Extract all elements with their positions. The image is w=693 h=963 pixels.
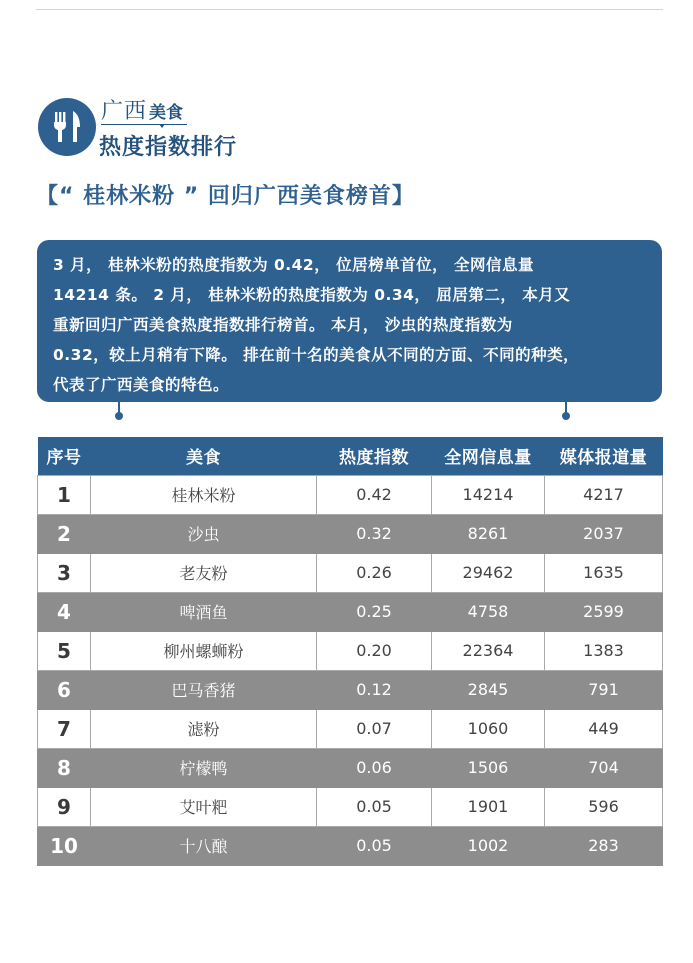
info-cell: 1060: [432, 709, 545, 748]
media-cell: 283: [545, 826, 663, 865]
summary-box: [37, 240, 662, 402]
rank-cell: 3: [38, 553, 91, 592]
table-row: [38, 670, 663, 709]
food-cell: 沙虫: [91, 514, 317, 553]
food-cell: 桂林米粉: [91, 475, 317, 514]
top-divider: [36, 9, 663, 10]
rank-cell: 4: [38, 592, 91, 631]
rank-cell: 1: [38, 475, 91, 514]
rank-cell: 8: [38, 748, 91, 787]
info-cell: 14214: [432, 475, 545, 514]
food-cell: 滤粉: [91, 709, 317, 748]
info-cell: 8261: [432, 514, 545, 553]
media-cell: 1383: [545, 631, 663, 670]
media-cell: 4217: [545, 475, 663, 514]
column-header: 全网信息量: [432, 437, 545, 475]
info-cell: 1002: [432, 826, 545, 865]
header-food: 美食: [149, 103, 184, 123]
food-cell: 巴马香猪: [91, 670, 317, 709]
subtitle: 【“ 桂林米粉 ” 回归广西美食榜首】: [36, 184, 415, 209]
heat-cell: 0.32: [317, 514, 432, 553]
info-cell: 22364: [432, 631, 545, 670]
heat-cell: 0.20: [317, 631, 432, 670]
heat-cell: 0.05: [317, 787, 432, 826]
rank-cell: 6: [38, 670, 91, 709]
table-row: [38, 748, 663, 787]
summary-line: 3 月， 桂林米粉的热度指数为 0.42， 位居榜单首位， 全网信息量: [53, 256, 535, 274]
header-region: 广西: [101, 99, 148, 124]
media-cell: 596: [545, 787, 663, 826]
rank-cell: 7: [38, 709, 91, 748]
media-cell: 2037: [545, 514, 663, 553]
food-cell: 啤酒鱼: [91, 592, 317, 631]
rank-cell: 9: [38, 787, 91, 826]
media-cell: 449: [545, 709, 663, 748]
heat-cell: 0.42: [317, 475, 432, 514]
table-row: [38, 592, 663, 631]
heat-cell: 0.07: [317, 709, 432, 748]
food-cell: 老友粉: [91, 553, 317, 592]
header-underline: [101, 124, 187, 125]
info-cell: 29462: [432, 553, 545, 592]
rank-cell: 2: [38, 514, 91, 553]
food-cell: 柠檬鸭: [91, 748, 317, 787]
header-pointer: [159, 124, 165, 128]
table-row: [38, 826, 663, 865]
heat-cell: 0.12: [317, 670, 432, 709]
heat-cell: 0.05: [317, 826, 432, 865]
food-cell: 艾叶粑: [91, 787, 317, 826]
heat-cell: 0.06: [317, 748, 432, 787]
info-cell: 1506: [432, 748, 545, 787]
column-header: 媒体报道量: [545, 437, 663, 475]
summary-line: 代表了广西美食的特色。: [53, 376, 230, 394]
table-row: [38, 631, 663, 670]
column-header: 美食: [91, 437, 317, 475]
summary-line: 重新回归广西美食热度指数排行榜首。 本月， 沙虫的热度指数为: [53, 316, 513, 334]
column-header: 序号: [38, 437, 91, 475]
food-cell: 柳州螺蛳粉: [91, 631, 317, 670]
table-row: [38, 475, 663, 514]
info-cell: 4758: [432, 592, 545, 631]
media-cell: 2599: [545, 592, 663, 631]
pin-dot-left: [115, 412, 123, 420]
media-cell: 1635: [545, 553, 663, 592]
table-row: [38, 553, 663, 592]
food-cell: 十八酿: [91, 826, 317, 865]
summary-line: 0.32，较上月稍有下降。 排在前十名的美食从不同的方面、不同的种类，: [53, 346, 580, 364]
info-cell: 2845: [432, 670, 545, 709]
info-cell: 1901: [432, 787, 545, 826]
fork-knife-icon: [38, 98, 96, 156]
rank-cell: 10: [38, 826, 91, 865]
table-row: [38, 709, 663, 748]
ranking-table: [37, 437, 663, 866]
summary-line: 14214 条。 2 月， 桂林米粉的热度指数为 0.34， 屈居第二， 本月又: [53, 286, 571, 304]
heat-cell: 0.25: [317, 592, 432, 631]
header-line-1: [101, 94, 183, 122]
page-title: 热度指数排行: [99, 135, 238, 160]
column-header: 热度指数: [317, 437, 432, 475]
table-row: [38, 787, 663, 826]
media-cell: 791: [545, 670, 663, 709]
pin-dot-right: [562, 412, 570, 420]
table-header-row: [38, 437, 663, 475]
rank-cell: 5: [38, 631, 91, 670]
heat-cell: 0.26: [317, 553, 432, 592]
media-cell: 704: [545, 748, 663, 787]
table-row: [38, 514, 663, 553]
